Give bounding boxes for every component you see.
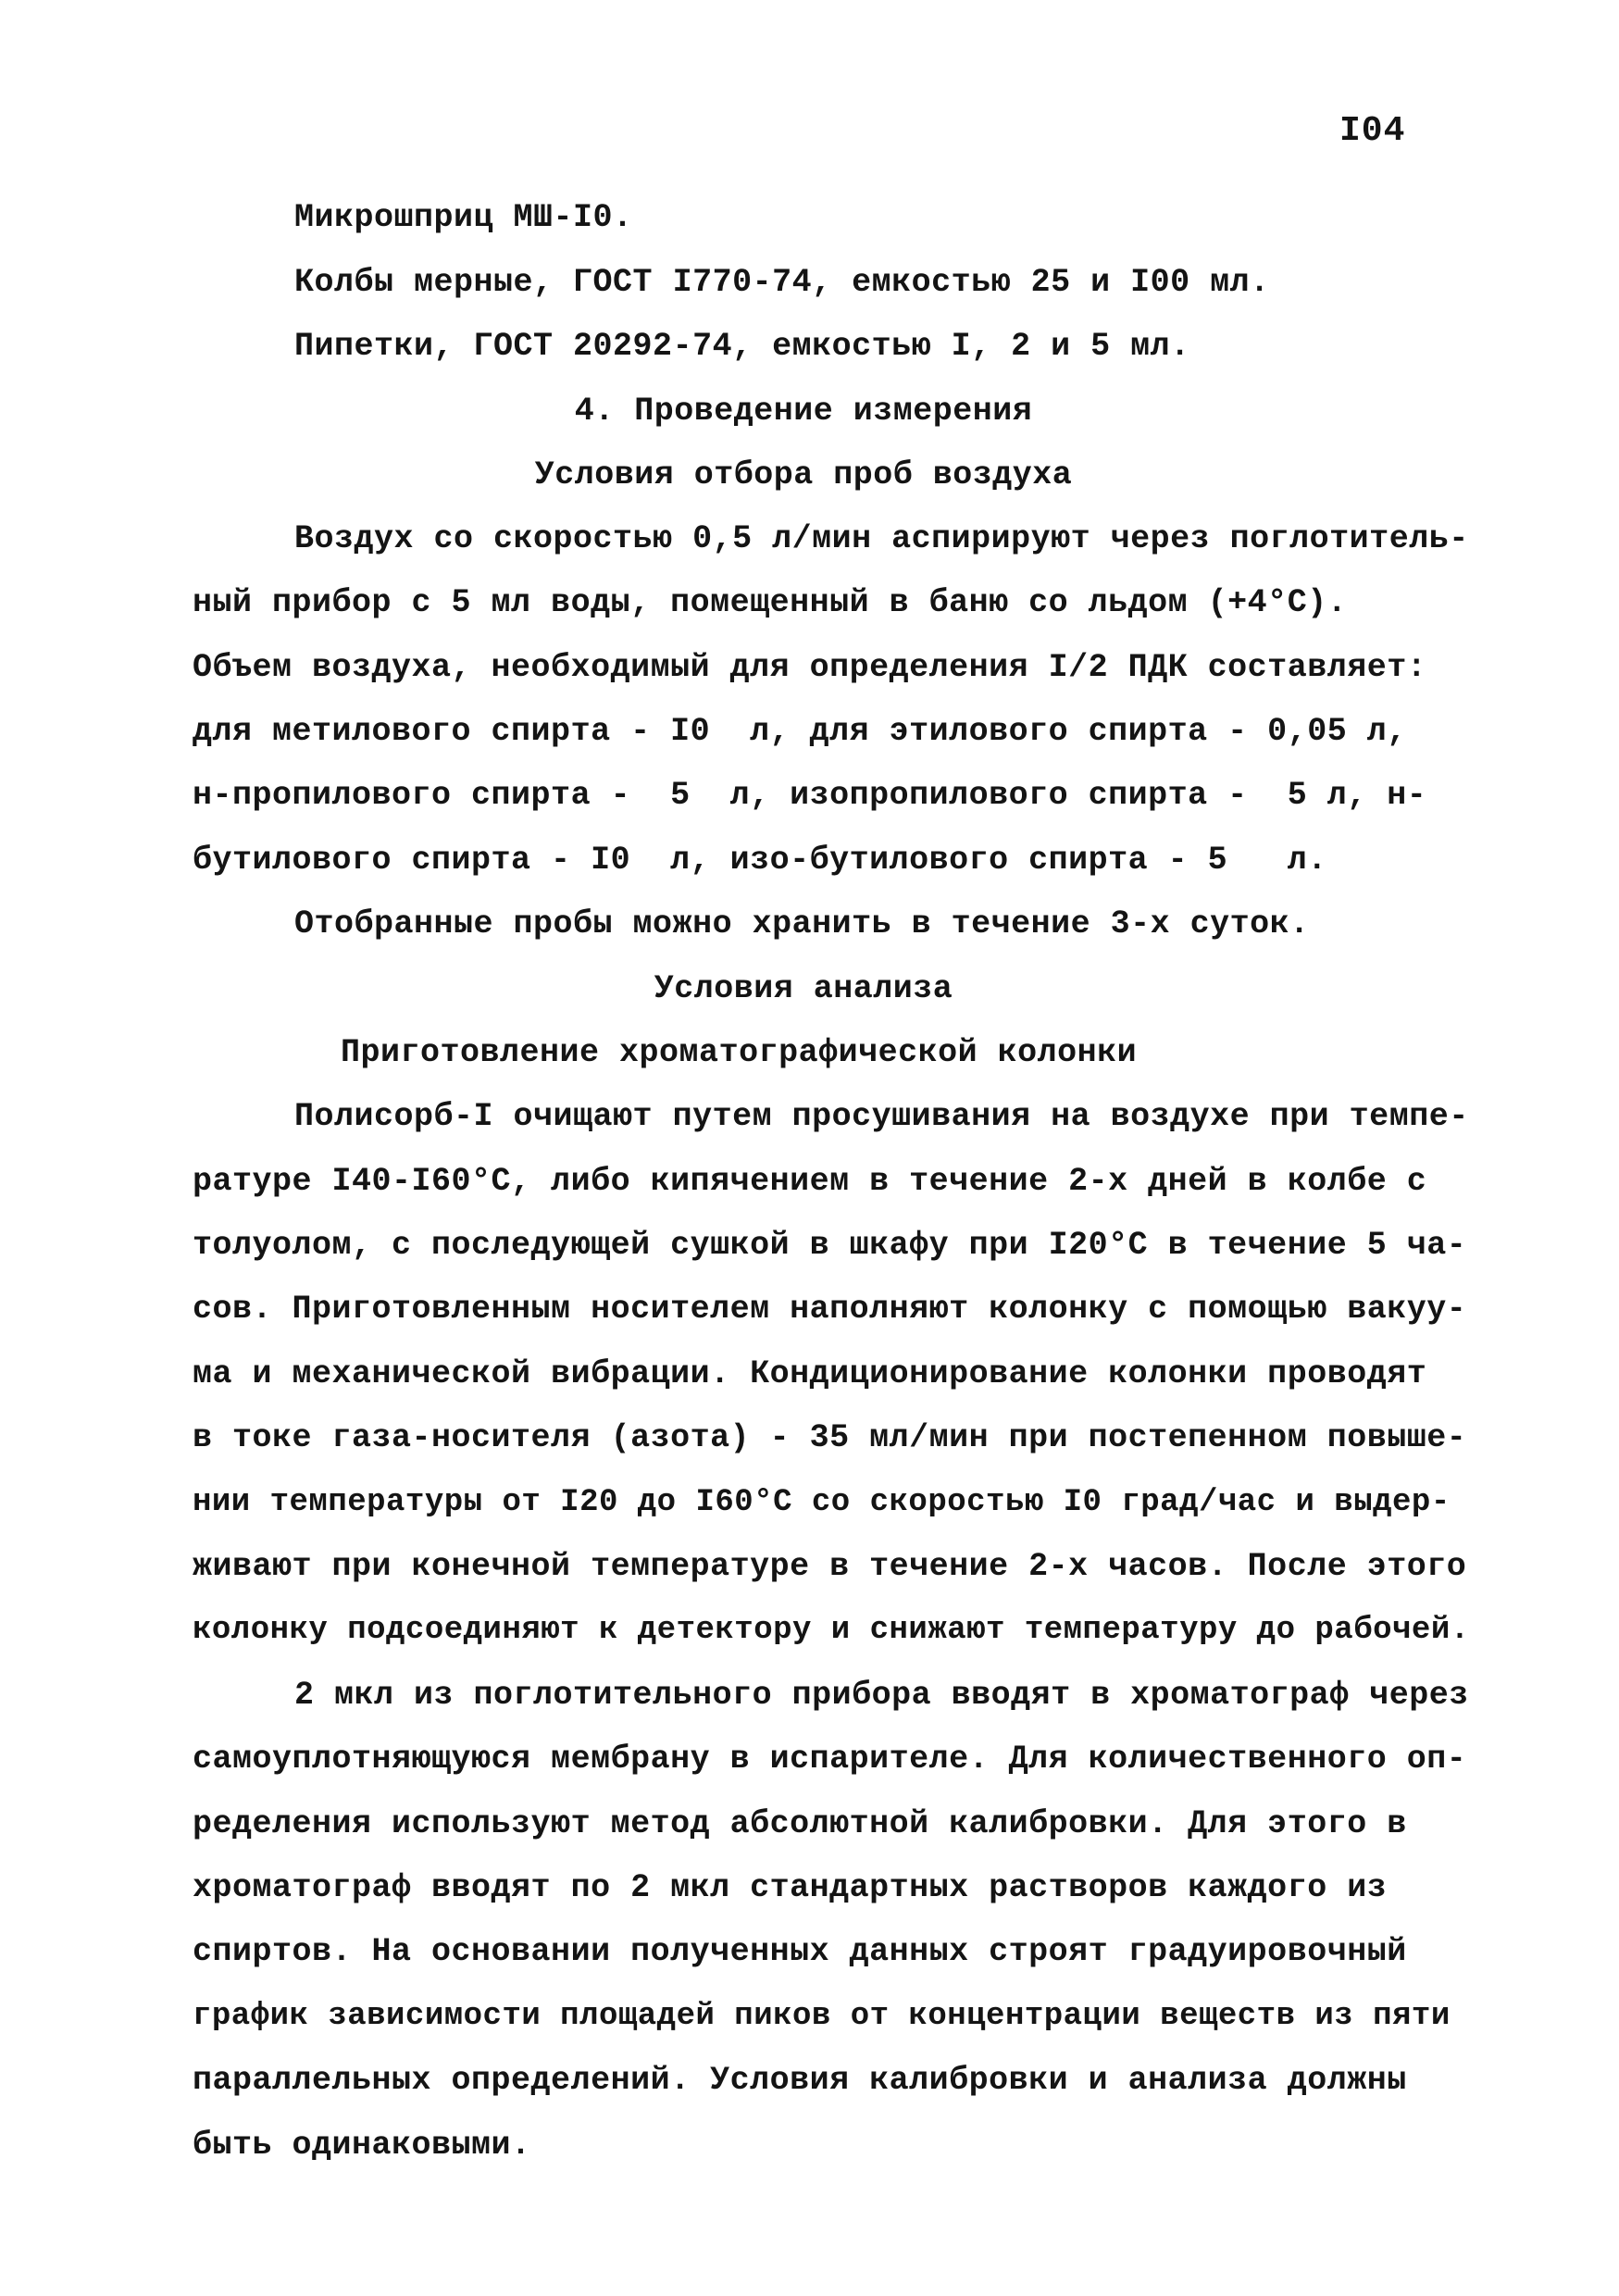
text-line: Микрошприц МШ-I0. [294,199,633,236]
text-line: Колбы мерные, ГОСТ I770-74, емкостью 25 и I00 мл. [294,264,1270,301]
text-line: ратуре I40-I60°C, либо кипячением в течение 2-х дней в колбе с [193,1163,1427,1200]
text-line: ный прибор с 5 мл воды, помещенный в баню со льдом (+4°C). [193,584,1348,621]
subsection-heading: Приготовление хроматографической колонки [341,1034,1138,1071]
text-line: 2 мкл из поглотительного прибора вводят в хроматограф через [294,1677,1469,1714]
page-number: I04 [1339,111,1406,151]
text-line: живают при конечной температуре в течение 2-х часов. После этого [193,1548,1467,1585]
text-line: Пипетки, ГОСТ 20292-74, емкостью I, 2 и 5 мл. [294,328,1190,365]
text-line: колонку подсоединяют к детектору и снижают температуру до рабочей. [193,1613,1470,1648]
text-line: Воздух со скоростью 0,5 л/мин аспирируют через поглотитель- [294,520,1469,557]
text-line: толуолом, с последующей сушкой в шкафу при I20°C в течение 5 ча- [193,1227,1467,1264]
text-line: Полисорб-I очищают путем просушивания на воздухе при темпе- [294,1098,1469,1135]
text-line: бутилового спирта - I0 л, изо-бутилового спирта - 5 л. [193,842,1327,879]
text-line: н-пропилового спирта - 5 л, изопропилового спирта - 5 л, н- [193,777,1427,814]
text-line: нии температуры от I20 до I60°C со скоростью I0 град/час и выдер- [193,1485,1451,1520]
subsection-heading: Условия отбора проб воздуха [534,456,1073,493]
text-line: хроматограф вводят по 2 мкл стандартных растворов каждого из [193,1869,1388,1906]
text-line: быть одинаковыми. [193,2127,531,2164]
text-line: для метилового спирта - I0 л, для этилового спирта - 0,05 л, [193,713,1407,750]
text-line: график зависимости площадей пиков от концентрации веществ из пяти [193,1999,1451,2034]
text-line: сов. Приготовленным носителем наполняют колонку с помощью вакуу- [193,1291,1467,1328]
text-line: Объем воздуха, необходимый для определения I/2 ПДК составляет: [193,649,1427,686]
text-line: ма и механической вибрации. Кондиционирование колонки проводят [193,1355,1427,1392]
text-line: ределения используют метод абсолютной калибровки. Для этого в [193,1805,1407,1842]
text-line: спиртов. На основании полученных данных строят градуировочный [193,1933,1407,1970]
subsection-heading: Условия анализа [654,970,953,1007]
text-line: Отобранные пробы можно хранить в течение 3-х суток. [294,905,1310,942]
text-line: параллельных определений. Условия калибровки и анализа должны [193,2062,1407,2099]
text-line: самоуплотняющуюся мембрану в испарителе. Для количественного оп- [193,1741,1467,1778]
section-heading: 4. Проведение измерения [574,393,1033,430]
text-line: в токе газа-носителя (азота) - 35 мл/мин при постепенном повыше- [193,1419,1467,1456]
